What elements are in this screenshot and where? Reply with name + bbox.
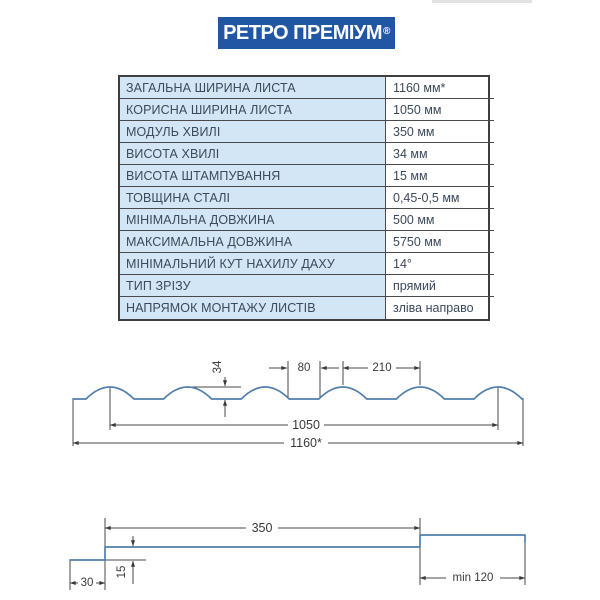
spec-label-cell: ТИП ЗРІЗУ	[120, 275, 386, 297]
spec-table	[118, 75, 490, 321]
dim-overall-width-label: 1160*	[290, 436, 322, 450]
spec-value-cell: прямий	[386, 275, 488, 297]
scan-artifact	[432, 0, 532, 3]
spec-label-cell: МАКСИМАЛЬНА ДОВЖИНА	[120, 231, 386, 253]
table-row	[120, 253, 488, 275]
spec-label-cell: МІНІМАЛЬНА ДОВЖИНА	[120, 209, 386, 231]
spec-value-cell: 350 мм	[386, 121, 488, 143]
dim-wave-height-label: 34	[212, 360, 224, 374]
spec-value-cell: 0,45-0,5 мм	[386, 187, 488, 209]
table-row	[120, 275, 488, 297]
table-row	[120, 165, 488, 187]
spec-value-cell: 500 мм	[386, 209, 488, 231]
table-row	[120, 77, 488, 99]
dim-stamping-height-label: 15	[116, 565, 128, 579]
spec-label-cell: ВИСОТА ШТАМПУВАННЯ	[120, 165, 386, 187]
dim-crest-pitch-label: 210	[372, 362, 392, 374]
dim-module-length-label: 350	[251, 521, 273, 535]
spec-value-cell: 1160 мм*	[386, 77, 488, 99]
technical-drawings	[0, 330, 600, 600]
spec-label-cell: КОРИСНА ШИРИНА ЛИСТА	[120, 99, 386, 121]
table-row	[120, 143, 488, 165]
spec-value-cell: 14°	[386, 253, 488, 275]
table-row	[120, 297, 488, 319]
table-row	[120, 121, 488, 143]
sheet-side-profile-line	[70, 535, 525, 560]
spec-value-cell: 34 мм	[386, 143, 488, 165]
table-row	[120, 209, 488, 231]
dim-overlap-label: min 120	[452, 572, 494, 584]
overlap-profile-diagram	[70, 518, 525, 590]
sheet-cross-section-line	[73, 387, 523, 399]
spec-value-cell: 5750 мм	[386, 231, 488, 253]
spec-value-cell: 1050 мм	[386, 99, 488, 121]
spec-label-cell: ВИСОТА ХВИЛІ	[120, 143, 386, 165]
spec-label-cell: ЗАГАЛЬНА ШИРИНА ЛИСТА	[120, 77, 386, 99]
spec-value-cell: зліва направо	[386, 297, 488, 319]
registered-trademark-symbol: ®	[383, 25, 390, 37]
dim-edge-offset-label: 30	[80, 577, 94, 589]
spec-label-cell: МІНІМАЛЬНИЙ КУТ НАХИЛУ ДАХУ	[120, 253, 386, 275]
table-row	[120, 231, 488, 253]
table-row	[120, 187, 488, 209]
dim-cover-width-label: 1050	[292, 418, 320, 432]
product-title: РЕТРО ПРЕМІУМ	[223, 21, 383, 44]
spec-label-cell: ТОВЩИНА СТАЛІ	[120, 187, 386, 209]
spec-label-cell: НАПРЯМОК МОНТАЖУ ЛИСТІВ	[120, 297, 386, 319]
dim-valley-width-label: 80	[297, 362, 311, 374]
product-title-banner	[218, 17, 395, 49]
table-row	[120, 99, 488, 121]
spec-value-cell: 15 мм	[386, 165, 488, 187]
wave-profile-diagram	[73, 360, 523, 450]
spec-label-cell: МОДУЛЬ ХВИЛІ	[120, 121, 386, 143]
